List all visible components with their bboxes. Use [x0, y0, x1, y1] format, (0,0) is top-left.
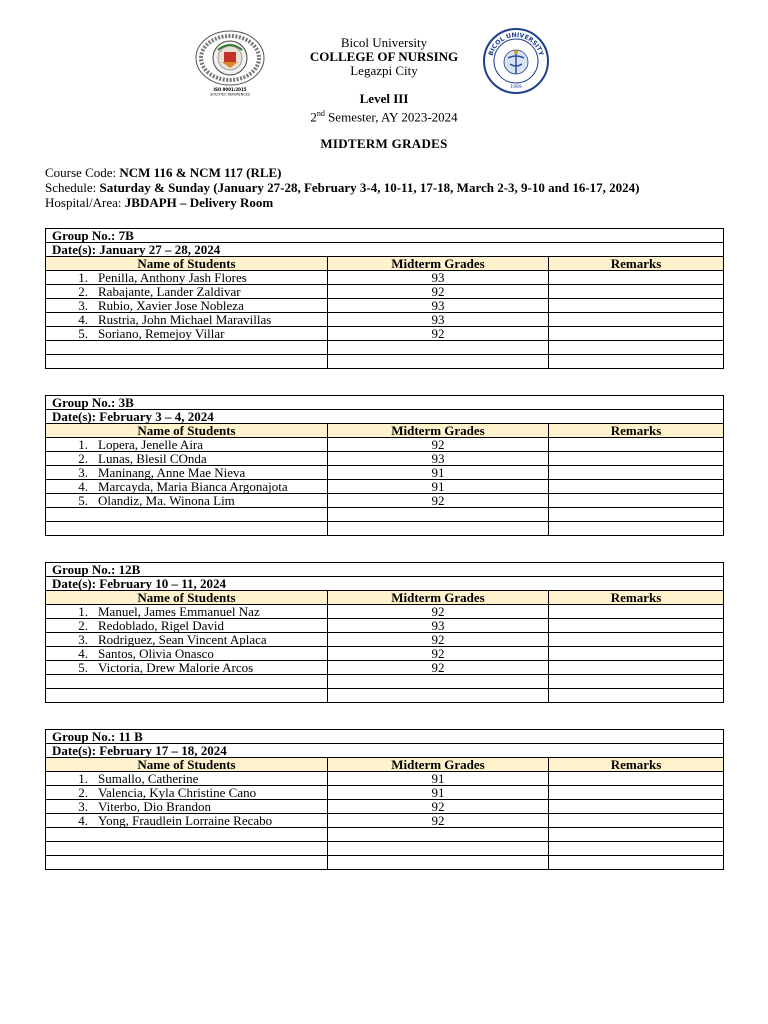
student-number: 3.: [78, 465, 88, 480]
student-number: 2.: [78, 618, 88, 633]
student-number: 3.: [78, 298, 88, 313]
student-name: Lunas, Blesil COnda: [98, 451, 207, 466]
student-name: Manuel, James Emmanuel Naz: [98, 604, 260, 619]
empty-row: [46, 522, 724, 536]
student-name-cell: [46, 647, 328, 661]
student-name-cell: [46, 438, 328, 452]
group-dates: Date(s): February 3 – 4, 2024: [46, 410, 724, 424]
table-row: [46, 327, 724, 341]
svg-text:SOCOTEC REFERENCES: SOCOTEC REFERENCES: [210, 92, 250, 96]
table-header-row: [46, 424, 724, 438]
group-dates: Date(s): February 10 – 11, 2024: [46, 577, 724, 591]
remarks-cell: [549, 619, 724, 633]
remarks-cell: [549, 452, 724, 466]
student-name-cell: [46, 786, 328, 800]
table-row: [46, 647, 724, 661]
student-name: Maninang, Anne Mae Nieva: [98, 465, 246, 480]
student-name: Marcayda, Maria Bianca Argonajota: [98, 479, 288, 494]
column-header-name: Name of Students: [46, 257, 328, 271]
student-name-cell: [46, 800, 328, 814]
svg-text:BICOL UNIVERSITY: BICOL UNIVERSITY: [487, 31, 545, 57]
group-dates: Date(s): February 17 – 18, 2024: [46, 744, 724, 758]
table-row: [46, 800, 724, 814]
student-number: 5.: [78, 660, 88, 675]
university-seal-logo: [482, 28, 550, 94]
table-row: [46, 438, 724, 452]
table-header-row: [46, 591, 724, 605]
svg-text:ISO 9001:2015: ISO 9001:2015: [213, 87, 247, 92]
remarks-cell: [549, 494, 724, 508]
student-number: 5.: [78, 493, 88, 508]
document-title: MIDTERM GRADES: [320, 136, 448, 151]
grade-cell: 92: [328, 494, 549, 508]
student-number: 2.: [78, 785, 88, 800]
empty-row: [46, 341, 724, 355]
grade-cell: 93: [328, 313, 549, 327]
remarks-cell: [549, 438, 724, 452]
student-name: Rustria, John Michael Maravillas: [98, 312, 272, 327]
schedule-value: Saturday & Sunday (January 27-28, February 3-4, 10-11, 17-18, March 2-3, 9-10 and 16-17, 2024): [99, 180, 640, 195]
student-number: 1.: [78, 437, 88, 452]
student-name: Rabajante, Lander Zaldivar: [98, 284, 241, 299]
table-row: [46, 661, 724, 675]
student-name: Soriano, Remejoy Villar: [98, 326, 225, 341]
group-number: Group No.: 7B: [46, 229, 724, 243]
column-header-remarks: Remarks: [549, 257, 724, 271]
course-code-value: NCM 116 & NCM 117 (RLE): [119, 165, 282, 180]
student-name-cell: [46, 299, 328, 313]
student-number: 2.: [78, 451, 88, 466]
column-header-remarks: Remarks: [549, 591, 724, 605]
empty-row: [46, 828, 724, 842]
table-row: [46, 786, 724, 800]
grade-cell: 92: [328, 800, 549, 814]
student-name: Olandiz, Ma. Winona Lim: [98, 493, 235, 508]
grade-cell: 91: [328, 772, 549, 786]
empty-row: [46, 856, 724, 870]
student-name-cell: [46, 605, 328, 619]
university-name: Bicol University: [340, 35, 428, 50]
student-name-cell: [46, 285, 328, 299]
group-number: Group No.: 12B: [46, 563, 724, 577]
table-row: [46, 466, 724, 480]
student-name: Penilla, Anthony Jash Flores: [98, 270, 247, 285]
column-header-remarks: Remarks: [549, 758, 724, 772]
table-header-row: [46, 758, 724, 772]
semester-rest: Semester, AY 2023-2024: [328, 109, 458, 125]
table-row: [46, 633, 724, 647]
remarks-cell: [549, 786, 724, 800]
student-number: 1.: [78, 270, 88, 285]
student-number: 3.: [78, 632, 88, 647]
table-row: [46, 452, 724, 466]
student-name-cell: [46, 661, 328, 675]
table-header-row: [46, 257, 724, 271]
grade-cell: 93: [328, 619, 549, 633]
student-number: 2.: [78, 284, 88, 299]
remarks-cell: [549, 480, 724, 494]
table-row: [46, 313, 724, 327]
table-row: [46, 480, 724, 494]
remarks-cell: [549, 299, 724, 313]
grade-cell: 92: [328, 633, 549, 647]
empty-row: [46, 508, 724, 522]
grade-cell: 92: [328, 605, 549, 619]
student-name: Rubio, Xavier Jose Nobleza: [98, 298, 244, 313]
student-name: Sumallo, Catherine: [98, 771, 199, 786]
column-header-grade: Midterm Grades: [328, 257, 549, 271]
student-number: 4.: [78, 646, 88, 661]
semester-label: [0, 106, 768, 124]
table-row: [46, 814, 724, 828]
remarks-cell: [549, 327, 724, 341]
remarks-cell: [549, 814, 724, 828]
student-name: Santos, Olivia Onasco: [98, 646, 214, 661]
grade-cell: 92: [328, 814, 549, 828]
student-name-cell: [46, 480, 328, 494]
course-info: [45, 165, 640, 210]
column-header-name: Name of Students: [46, 758, 328, 772]
student-name: Yong, Fraudlein Lorraine Recabo: [98, 813, 273, 828]
group-dates: Date(s): January 27 – 28, 2024: [46, 243, 724, 257]
student-name-cell: [46, 271, 328, 285]
grade-cell: 92: [328, 647, 549, 661]
empty-row: [46, 842, 724, 856]
student-name: Victoria, Drew Malorie Arcos: [98, 660, 254, 675]
grade-cell: 92: [328, 438, 549, 452]
student-name-cell: [46, 327, 328, 341]
student-number: 4.: [78, 813, 88, 828]
remarks-cell: [549, 605, 724, 619]
empty-row: [46, 355, 724, 369]
student-name-cell: [46, 619, 328, 633]
hospital-line: [45, 195, 640, 210]
hospital-value: JBDAPH – Delivery Room: [124, 195, 274, 210]
grade-cell: 93: [328, 452, 549, 466]
table-row: [46, 271, 724, 285]
table-row: [46, 285, 724, 299]
student-name-cell: [46, 452, 328, 466]
column-header-name: Name of Students: [46, 591, 328, 605]
remarks-cell: [549, 661, 724, 675]
hospital-label: Hospital/Area:: [45, 195, 122, 210]
remarks-cell: [549, 271, 724, 285]
institution-block: [0, 36, 768, 78]
remarks-cell: [549, 772, 724, 786]
student-number: 5.: [78, 326, 88, 341]
remarks-cell: [549, 285, 724, 299]
empty-row: [46, 689, 724, 703]
college-name: COLLEGE OF NURSING: [309, 49, 459, 64]
student-number: 4.: [78, 479, 88, 494]
grade-cell: 93: [328, 271, 549, 285]
student-name-cell: [46, 633, 328, 647]
column-header-remarks: Remarks: [549, 424, 724, 438]
course-code-label: Course Code:: [45, 165, 117, 180]
column-header-name: Name of Students: [46, 424, 328, 438]
schedule-line: [45, 180, 640, 195]
semester-suffix: nd: [316, 109, 325, 118]
student-name-cell: [46, 814, 328, 828]
remarks-cell: [549, 466, 724, 480]
group-table-3b: [45, 395, 724, 536]
grade-cell: 92: [328, 327, 549, 341]
group-number: Group No.: 3B: [46, 396, 724, 410]
student-name-cell: [46, 313, 328, 327]
table-row: [46, 494, 724, 508]
group-table-7b: [45, 228, 724, 369]
grade-cell: 93: [328, 299, 549, 313]
student-name: Rodriguez, Sean Vincent Aplaca: [98, 632, 267, 647]
remarks-cell: [549, 313, 724, 327]
student-name: Valencia, Kyla Christine Cano: [98, 785, 257, 800]
group-number: Group No.: 11 B: [46, 730, 724, 744]
student-number: 1.: [78, 604, 88, 619]
group-table-12b: [45, 562, 724, 703]
table-row: [46, 772, 724, 786]
column-header-grade: Midterm Grades: [328, 424, 549, 438]
semester-ordinal: 2: [310, 109, 317, 125]
student-number: 3.: [78, 799, 88, 814]
student-name-cell: [46, 772, 328, 786]
student-number: 1.: [78, 771, 88, 786]
empty-row: [46, 675, 724, 689]
course-code-line: [45, 165, 640, 180]
student-name: Lopera, Jenelle Aira: [98, 437, 204, 452]
grade-cell: 91: [328, 786, 549, 800]
svg-text:1969: 1969: [510, 85, 522, 90]
grade-cell: 91: [328, 480, 549, 494]
city-name: Legazpi City: [350, 63, 418, 78]
schedule-label: Schedule:: [45, 180, 97, 195]
table-row: [46, 619, 724, 633]
remarks-cell: [549, 647, 724, 661]
table-row: [46, 605, 724, 619]
group-table-11b: [45, 729, 724, 870]
student-name-cell: [46, 466, 328, 480]
level-semester-block: [0, 91, 768, 124]
level-label: Level III: [359, 91, 409, 106]
student-name: Redoblado, Rigel David: [98, 618, 225, 633]
grade-cell: 92: [328, 285, 549, 299]
remarks-cell: [549, 800, 724, 814]
student-name-cell: [46, 494, 328, 508]
grade-cell: 92: [328, 661, 549, 675]
student-number: 4.: [78, 312, 88, 327]
remarks-cell: [549, 633, 724, 647]
column-header-grade: Midterm Grades: [328, 758, 549, 772]
student-name: Viterbo, Dio Brandon: [98, 799, 211, 814]
column-header-grade: Midterm Grades: [328, 591, 549, 605]
grade-cell: 91: [328, 466, 549, 480]
table-row: [46, 299, 724, 313]
